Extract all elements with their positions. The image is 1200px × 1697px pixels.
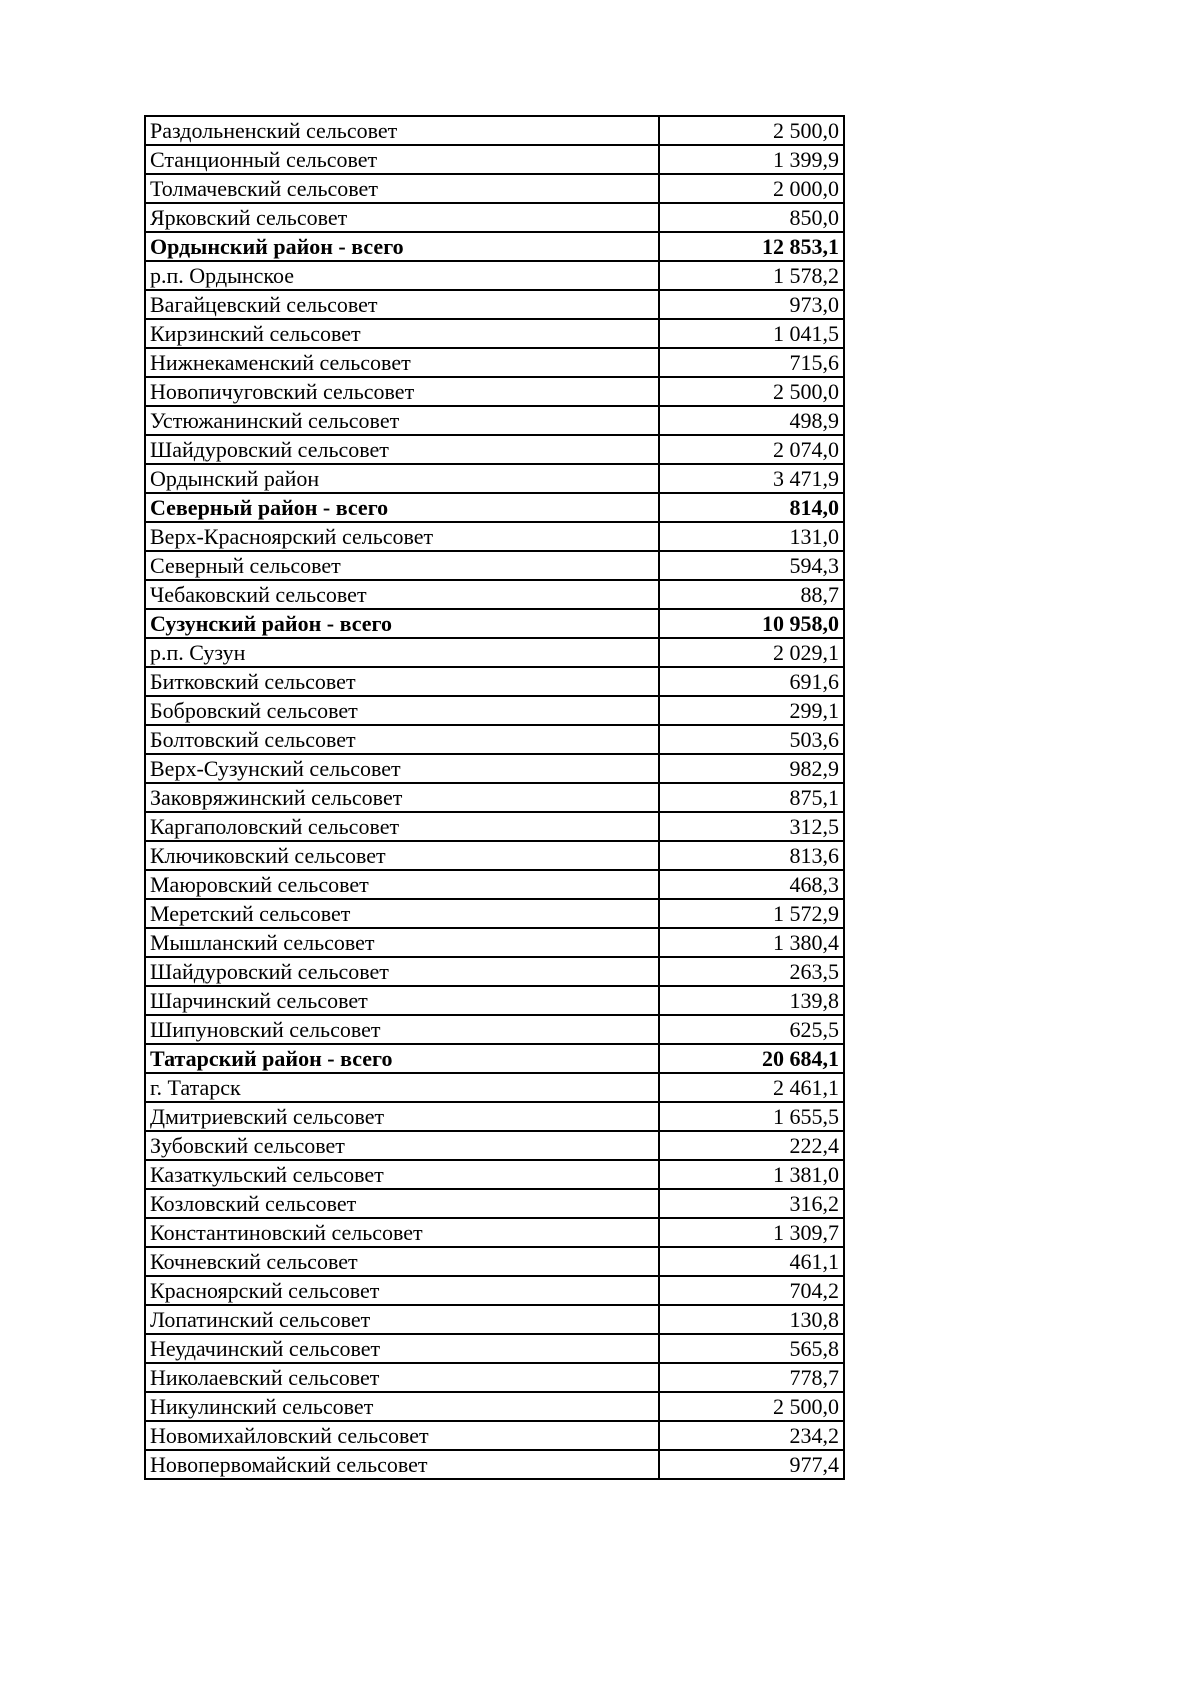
district-total-row <box>145 493 844 522</box>
table-row <box>145 1160 844 1189</box>
municipality-name: Зубовский сельсовет <box>145 1131 659 1160</box>
table-row <box>145 522 844 551</box>
table-row <box>145 464 844 493</box>
municipality-name: Каргаполовский сельсовет <box>145 812 659 841</box>
table-row <box>145 116 844 145</box>
table-row <box>145 1073 844 1102</box>
amount-value: 1 399,9 <box>659 145 844 174</box>
table-row <box>145 551 844 580</box>
table-row <box>145 1421 844 1450</box>
district-total-name: Северный район - всего <box>145 493 659 522</box>
municipality-name: Новомихайловский сельсовет <box>145 1421 659 1450</box>
amount-value: 973,0 <box>659 290 844 319</box>
table-row <box>145 435 844 464</box>
amount-value: 2 461,1 <box>659 1073 844 1102</box>
municipality-name: Мышланский сельсовет <box>145 928 659 957</box>
table-row <box>145 1305 844 1334</box>
municipality-name: Никулинский сельсовет <box>145 1392 659 1421</box>
municipality-name: Маюровский сельсовет <box>145 870 659 899</box>
municipality-name: Дмитриевский сельсовет <box>145 1102 659 1131</box>
table-row <box>145 957 844 986</box>
table-row <box>145 841 844 870</box>
table-row <box>145 1363 844 1392</box>
amount-value: 468,3 <box>659 870 844 899</box>
amount-value: 813,6 <box>659 841 844 870</box>
municipality-name: Болтовский сельсовет <box>145 725 659 754</box>
municipality-name: Битковский сельсовет <box>145 667 659 696</box>
table-row <box>145 290 844 319</box>
amount-value: 234,2 <box>659 1421 844 1450</box>
amount-value: 130,8 <box>659 1305 844 1334</box>
amount-value: 1 309,7 <box>659 1218 844 1247</box>
district-total-name: Татарский район - всего <box>145 1044 659 1073</box>
municipality-name: Лопатинский сельсовет <box>145 1305 659 1334</box>
amount-value: 222,4 <box>659 1131 844 1160</box>
budget-table-body <box>145 116 844 1479</box>
table-row <box>145 899 844 928</box>
table-row <box>145 377 844 406</box>
amount-value: 88,7 <box>659 580 844 609</box>
table-row <box>145 145 844 174</box>
table-row <box>145 1189 844 1218</box>
municipality-name: Кирзинский сельсовет <box>145 319 659 348</box>
municipality-name: Раздольненский сельсовет <box>145 116 659 145</box>
amount-value: 565,8 <box>659 1334 844 1363</box>
amount-value: 1 041,5 <box>659 319 844 348</box>
table-row <box>145 1276 844 1305</box>
municipality-name: р.п. Ордынское <box>145 261 659 290</box>
table-row <box>145 1334 844 1363</box>
municipality-name: Шарчинский сельсовет <box>145 986 659 1015</box>
municipality-name: Ключиковский сельсовет <box>145 841 659 870</box>
municipality-name: г. Татарск <box>145 1073 659 1102</box>
municipality-name: Нижнекаменский сельсовет <box>145 348 659 377</box>
municipality-name: Верх-Красноярский сельсовет <box>145 522 659 551</box>
municipality-name: Шайдуровский сельсовет <box>145 957 659 986</box>
municipality-name: Кочневский сельсовет <box>145 1247 659 1276</box>
district-total-value: 10 958,0 <box>659 609 844 638</box>
amount-value: 2 500,0 <box>659 1392 844 1421</box>
amount-value: 977,4 <box>659 1450 844 1479</box>
municipality-name: Красноярский сельсовет <box>145 1276 659 1305</box>
table-row <box>145 696 844 725</box>
municipality-name: Верх-Сузунский сельсовет <box>145 754 659 783</box>
table-row <box>145 1131 844 1160</box>
amount-value: 1 381,0 <box>659 1160 844 1189</box>
table-row <box>145 986 844 1015</box>
amount-value: 312,5 <box>659 812 844 841</box>
amount-value: 1 655,5 <box>659 1102 844 1131</box>
municipality-name: Заковряжинский сельсовет <box>145 783 659 812</box>
amount-value: 299,1 <box>659 696 844 725</box>
district-total-value: 814,0 <box>659 493 844 522</box>
district-total-row <box>145 232 844 261</box>
budget-table <box>144 115 845 1480</box>
municipality-name: Вагайцевский сельсовет <box>145 290 659 319</box>
table-row <box>145 1392 844 1421</box>
table-row <box>145 174 844 203</box>
table-row <box>145 1218 844 1247</box>
table-row <box>145 1015 844 1044</box>
table-row <box>145 580 844 609</box>
municipality-name: р.п. Сузун <box>145 638 659 667</box>
district-total-value: 20 684,1 <box>659 1044 844 1073</box>
district-total-value: 12 853,1 <box>659 232 844 261</box>
amount-value: 3 471,9 <box>659 464 844 493</box>
municipality-name: Неудачинский сельсовет <box>145 1334 659 1363</box>
municipality-name: Устюжанинский сельсовет <box>145 406 659 435</box>
table-row <box>145 754 844 783</box>
municipality-name: Станционный сельсовет <box>145 145 659 174</box>
amount-value: 2 500,0 <box>659 377 844 406</box>
amount-value: 2 029,1 <box>659 638 844 667</box>
municipality-name: Новопичуговский сельсовет <box>145 377 659 406</box>
table-row <box>145 870 844 899</box>
municipality-name: Ордынский район <box>145 464 659 493</box>
amount-value: 850,0 <box>659 203 844 232</box>
amount-value: 1 380,4 <box>659 928 844 957</box>
amount-value: 1 578,2 <box>659 261 844 290</box>
amount-value: 704,2 <box>659 1276 844 1305</box>
amount-value: 461,1 <box>659 1247 844 1276</box>
amount-value: 131,0 <box>659 522 844 551</box>
table-row <box>145 783 844 812</box>
amount-value: 625,5 <box>659 1015 844 1044</box>
amount-value: 2 500,0 <box>659 116 844 145</box>
municipality-name: Чебаковский сельсовет <box>145 580 659 609</box>
amount-value: 715,6 <box>659 348 844 377</box>
table-row <box>145 406 844 435</box>
municipality-name: Толмачевский сельсовет <box>145 174 659 203</box>
amount-value: 594,3 <box>659 551 844 580</box>
municipality-name: Северный сельсовет <box>145 551 659 580</box>
municipality-name: Шайдуровский сельсовет <box>145 435 659 464</box>
table-row <box>145 725 844 754</box>
amount-value: 691,6 <box>659 667 844 696</box>
table-row <box>145 1450 844 1479</box>
amount-value: 263,5 <box>659 957 844 986</box>
table-row <box>145 261 844 290</box>
amount-value: 2 074,0 <box>659 435 844 464</box>
table-row <box>145 638 844 667</box>
amount-value: 498,9 <box>659 406 844 435</box>
table-row <box>145 928 844 957</box>
table-row <box>145 1247 844 1276</box>
table-row <box>145 812 844 841</box>
municipality-name: Новопервомайский сельсовет <box>145 1450 659 1479</box>
table-row <box>145 667 844 696</box>
municipality-name: Козловский сельсовет <box>145 1189 659 1218</box>
amount-value: 316,2 <box>659 1189 844 1218</box>
table-row <box>145 348 844 377</box>
amount-value: 875,1 <box>659 783 844 812</box>
municipality-name: Казаткульский сельсовет <box>145 1160 659 1189</box>
amount-value: 778,7 <box>659 1363 844 1392</box>
district-total-name: Сузунский район - всего <box>145 609 659 638</box>
municipality-name: Меретский сельсовет <box>145 899 659 928</box>
district-total-row <box>145 1044 844 1073</box>
table-row <box>145 319 844 348</box>
amount-value: 982,9 <box>659 754 844 783</box>
amount-value: 2 000,0 <box>659 174 844 203</box>
amount-value: 1 572,9 <box>659 899 844 928</box>
district-total-row <box>145 609 844 638</box>
municipality-name: Бобровский сельсовет <box>145 696 659 725</box>
district-total-name: Ордынский район - всего <box>145 232 659 261</box>
municipality-name: Ярковский сельсовет <box>145 203 659 232</box>
municipality-name: Николаевский сельсовет <box>145 1363 659 1392</box>
table-row <box>145 1102 844 1131</box>
table-row <box>145 203 844 232</box>
amount-value: 503,6 <box>659 725 844 754</box>
municipality-name: Константиновский сельсовет <box>145 1218 659 1247</box>
municipality-name: Шипуновский сельсовет <box>145 1015 659 1044</box>
amount-value: 139,8 <box>659 986 844 1015</box>
